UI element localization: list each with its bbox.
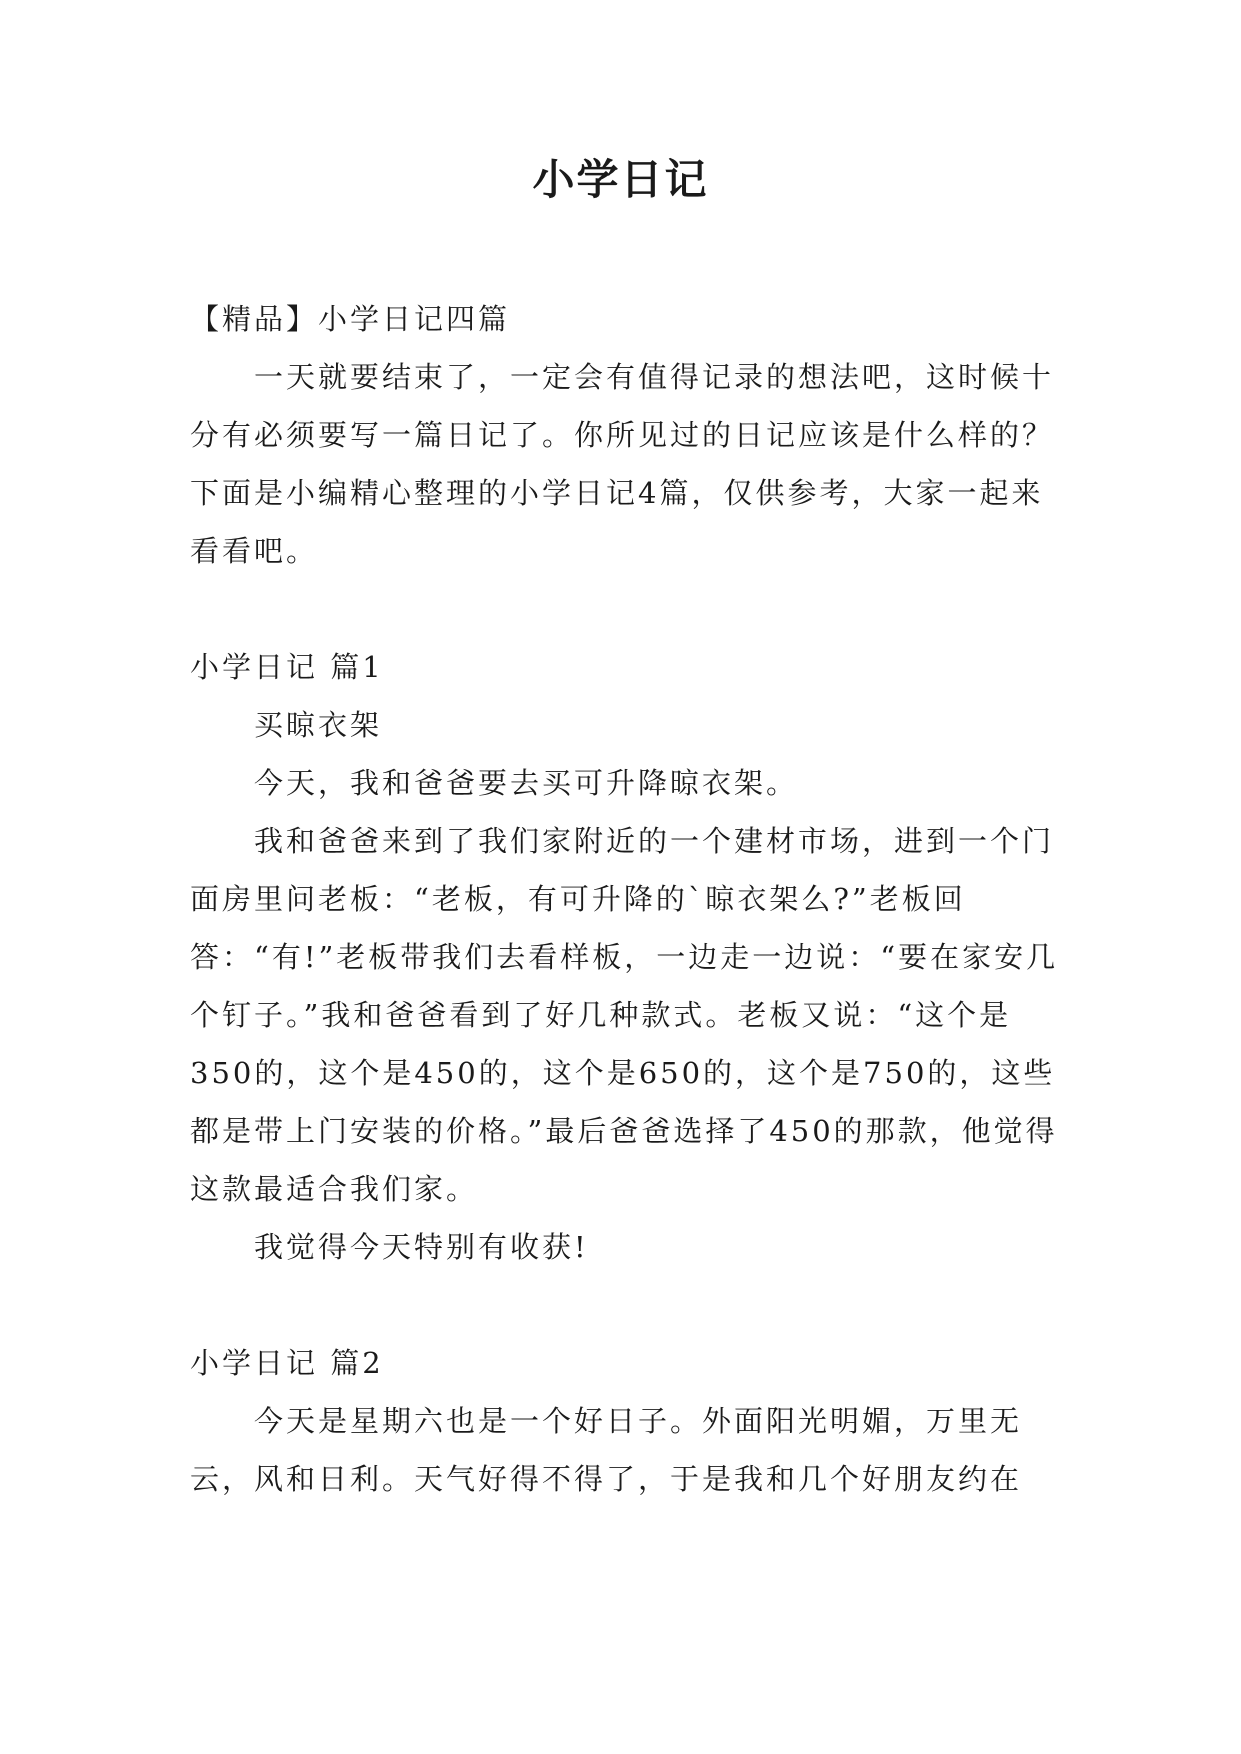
entry-paragraph: 买晾衣架 bbox=[254, 708, 383, 742]
entry-paragraph: 我和爸爸来到了我们家附近的一个建材市场，进到一个门面房里问老板：“老板，有可升降的`晾衣架么?”老板回答：“有!”老板带我们去看样板，一边走一边说：“要在家安几个钉子。”我和爸爸看到了好几种款式。老板又说：“这个是350的，这个是450的，这个是650的，这个是750的，这些都是带上门安装的价格。”最后爸爸选择了450的那款，他觉得这款最适合我们家。 bbox=[190, 824, 1059, 1206]
entry-heading: 小学日记 篇2 bbox=[190, 1346, 384, 1380]
intro-paragraph: 一天就要结束了，一定会有值得记录的想法吧，这时候十分有必须要写一篇日记了。你所见过的日记应该是什么样的？下面是小编精心整理的小学日记4篇，仅供参考，大家一起来看看吧。 bbox=[190, 360, 1055, 568]
document-subtitle: 【精品】小学日记四篇 bbox=[190, 302, 511, 336]
entry-paragraph: 我觉得今天特别有收获! bbox=[254, 1230, 589, 1264]
entry-paragraph: 今天是星期六也是一个好日子。外面阳光明媚，万里无云，风和日利。天气好得不得了，于是我和几个好朋友约在 bbox=[190, 1404, 1023, 1496]
entry-heading: 小学日记 篇1 bbox=[190, 650, 384, 684]
document-body bbox=[190, 290, 1060, 1508]
document-title: 小学日记 bbox=[532, 155, 709, 204]
entry-paragraph: 今天，我和爸爸要去买可升降晾衣架。 bbox=[254, 766, 799, 800]
